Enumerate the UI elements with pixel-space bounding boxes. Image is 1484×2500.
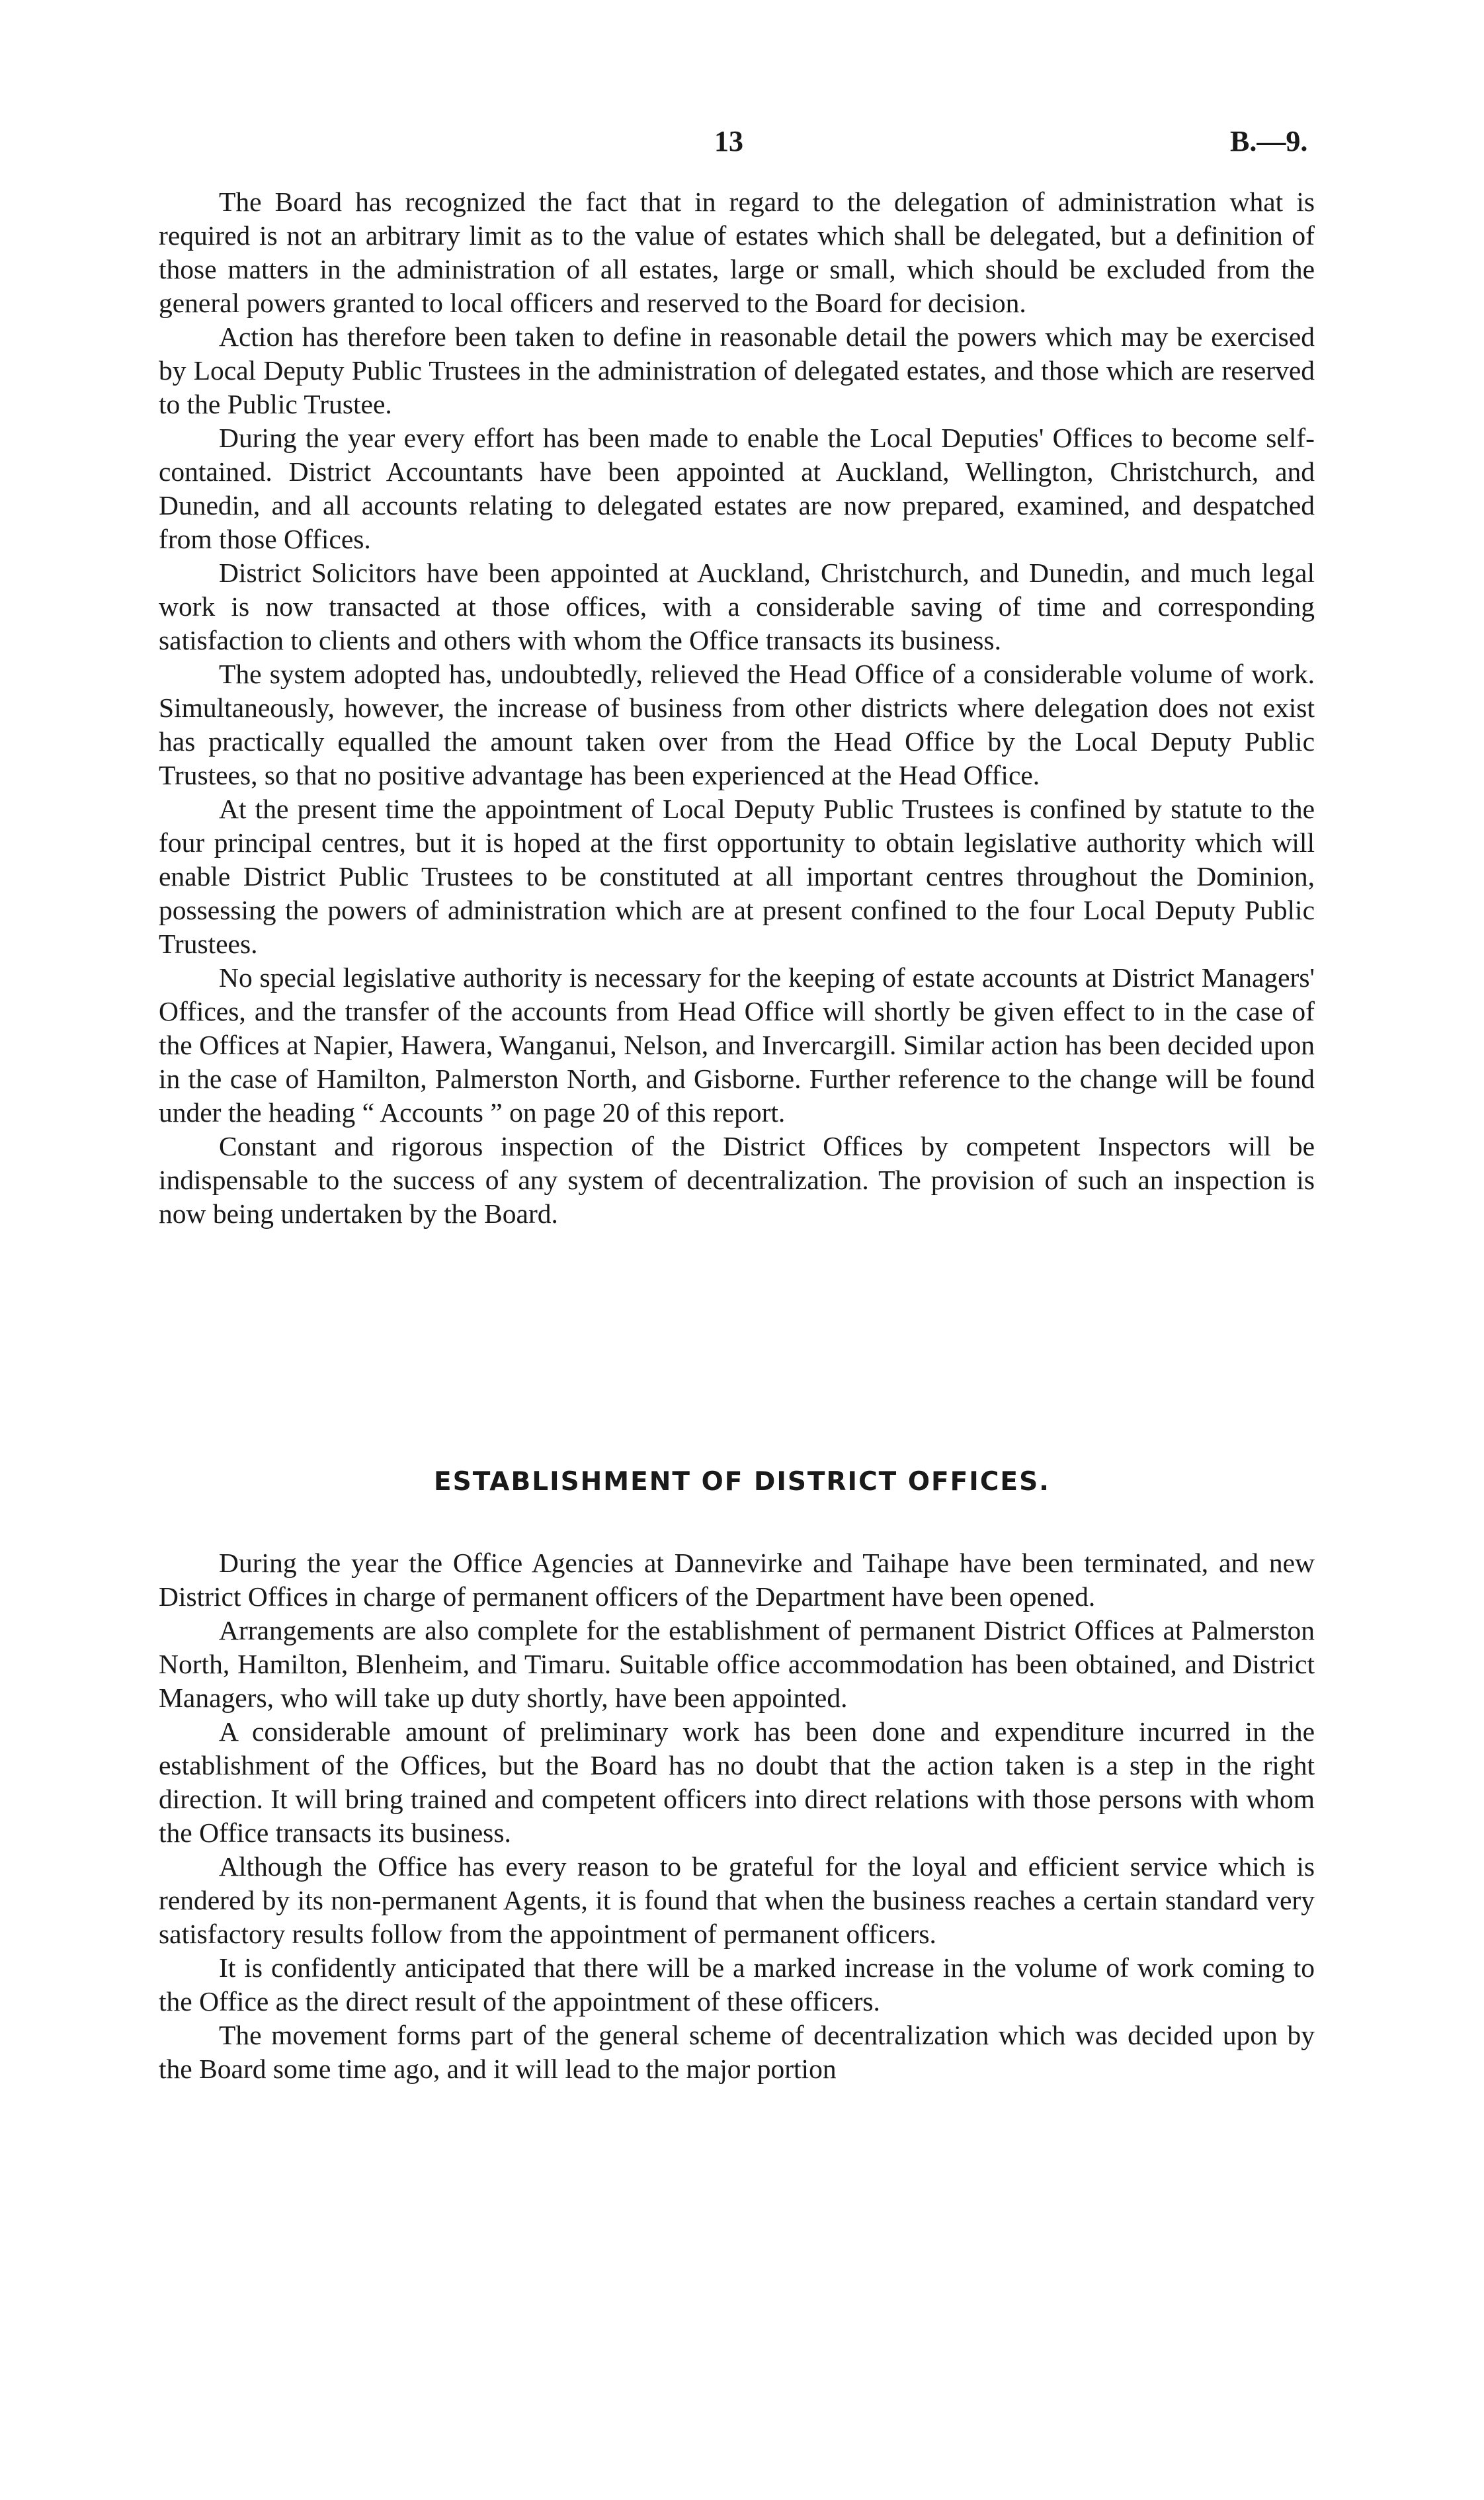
paragraph: A considerable amount of preliminary work has been done and expenditure incurred in the establishment of the Offices, but the Board has no doubt that the action taken is a step in the right direction. It will bring trained and competent officers into direct relations with those persons with whom the Office transacts its business. xyxy=(159,1716,1315,1848)
paragraph: Arrangements are also complete for the establishment of permanent District Offices at Palmerston North, Hamilton, Blenheim, and Timaru. Suitable office accommodation has been obtained, and District Managers, who will take up duty shortly, have been appointed. xyxy=(159,1615,1315,1713)
paragraph: No special legislative authority is necessary for the keeping of estate accounts at District Managers' Offices, and the transfer of the accounts from Head Office will shortly be given effect to in the case of the Offices at Napier, Hawera, Wanganui, Nelson, and Invercargill. Similar action has been decided upon in the case of Hamilton, Palmerston North, and Gisborne. Further reference to the change will be found under the heading “ Accounts ” on page 20 of this report. xyxy=(159,962,1315,1128)
body-text-before-heading xyxy=(159,185,1315,1231)
paragraph: Action has therefore been taken to define in reasonable detail the powers which may be exercised by Local Deputy Public Trustees in the administration of delegated estates, and those which are reserved to the Public Trustee. xyxy=(159,321,1315,419)
section-heading: ESTABLISHMENT OF DISTRICT OFFICES. xyxy=(434,1467,1050,1497)
body-text-after-heading xyxy=(159,1546,1315,2086)
paragraph: During the year the Office Agencies at Dannevirke and Taihape have been terminated, and new District Offices in charge of permanent officers of the Department have been opened. xyxy=(159,1548,1315,1612)
paragraph: At the present time the appointment of Local Deputy Public Trustees is confined by statute to the four principal centres, but it is hoped at the first opportunity to obtain legislative authority which will enable District Public Trustees to be constituted at all important centres throughout the Dominion, possessing the powers of administration which are at present confined to the four Local Deputy Public Trustees. xyxy=(159,794,1315,959)
paragraph: The movement forms part of the general scheme of decentralization which was decided upon by the Board some time ago, and it will lead to the major portion xyxy=(159,2020,1315,2084)
paragraph: It is confidently anticipated that there will be a marked increase in the volume of work coming to the Office as the direct result of the appointment of these officers. xyxy=(159,1952,1315,2017)
paragraph: Constant and rigorous inspection of the District Offices by competent Inspectors will be indispensable to the success of any system of decentralization. The provision of such an inspection is now being undertaken by the Board. xyxy=(159,1131,1315,1229)
paragraph: During the year every effort has been made to enable the Local Deputies' Offices to become self-contained. District Accountants have been appointed at Auckland, Wellington, Christchurch, and Dunedin, and all accounts relating to delegated estates are now prepared, examined, and despatched from those Offices. xyxy=(159,423,1315,554)
page-number: 13 xyxy=(714,125,743,157)
paragraph: District Solicitors have been appointed at Auckland, Christchurch, and Dunedin, and much legal work is now transacted at those offices, with a considerable saving of time and corresponding satisfaction to clients and others with whom the Office transacts its business. xyxy=(159,558,1315,655)
paragraph: Although the Office has every reason to be grateful for the loyal and efficient service which is rendered by its non-permanent Agents, it is found that when the business reaches a certain standard very satisfactory results follow from the appointment of permanent officers. xyxy=(159,1851,1315,1949)
paragraph: The system adopted has, undoubtedly, relieved the Head Office of a considerable volume of work. Simultaneously, however, the increase of business from other districts where delegation does not exist has practically equalled the amount taken over from the Head Office by the Local Deputy Public Trustees, so that no positive advantage has been experienced at the Head Office. xyxy=(159,659,1315,790)
document-reference: B.—9. xyxy=(1230,125,1308,157)
paragraph: The Board has recognized the fact that in regard to the delegation of administration what is required is not an arbitrary limit as to the value of estates which shall be delegated, but a definition of those matters in the administration of all estates, large or small, which should be excluded from the general powers granted to local officers and reserved to the Board for decision. xyxy=(159,187,1315,318)
